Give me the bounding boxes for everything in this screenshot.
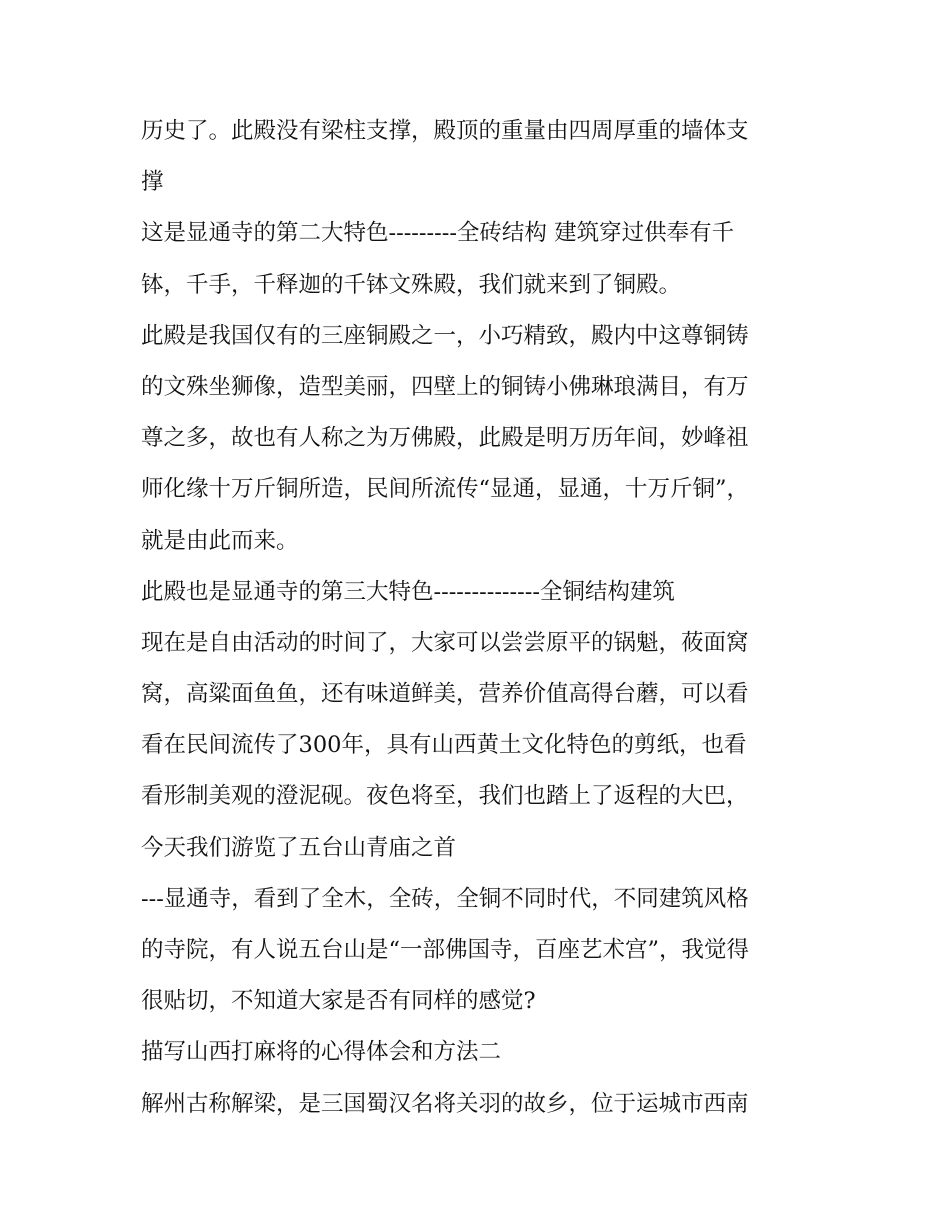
text-line: 师化缘十万斤铜所造，民间所流传“显通，显通，十万斤铜”， <box>141 476 750 503</box>
text-line: 看形制美观的澄泥砚。夜色将至，我们也踏上了返程的大巴， <box>141 783 749 810</box>
text-line: 历史了。此殿没有梁柱支撑，殿顶的重量由四周厚重的墙体支 <box>141 118 749 144</box>
text-line: 就是由此而来。 <box>141 527 299 554</box>
text-line: 窝，高粱面鱼鱼，还有味道鲜美，营养价值高得台蘑，可以看 <box>141 681 749 708</box>
text-line: 撑 <box>141 169 164 196</box>
text-line: 此殿也是显通寺的第三大特色--------------全铜结构建筑 <box>141 578 675 605</box>
text-line: 这是显通寺的第二大特色---------全砖结构 建筑穿过供奉有千 <box>141 220 735 247</box>
text-line: 的寺院，有人说五台山是“一部佛国寺，百座艺术宫”，我觉得 <box>141 937 750 963</box>
text-line: 描写山西打麻将的心得体会和方法二 <box>141 1039 502 1066</box>
text-line: 此殿是我国仅有的三座铜殿之一，小巧精致，殿内中这尊铜铸 <box>141 322 749 349</box>
text-line: 很贴切，不知道大家是否有同样的感觉? <box>141 988 536 1015</box>
text-line: 尊之多，故也有人称之为万佛殿，此殿是明万历年间，妙峰祖 <box>141 425 749 452</box>
text-line: 的文殊坐狮像，造型美丽，四壁上的铜铸小佛琳琅满目，有万 <box>141 373 749 400</box>
document-body <box>141 106 813 1130</box>
text-line: 解州古称解梁，是三国蜀汉名将关羽的故乡，位于运城市西南 <box>141 1090 749 1117</box>
text-line: 钵，千手，千释迦的千钵文殊殿，我们就来到了铜殿。 <box>141 271 682 298</box>
text-line: 看在民间流传了300年，具有山西黄土文化特色的剪纸，也看 <box>141 732 747 759</box>
text-line: 今天我们游览了五台山青庙之首 <box>141 834 457 861</box>
text-line: ---显通寺，看到了全木，全砖，全铜不同时代，不同建筑风格 <box>141 885 749 912</box>
text-line: 现在是自由活动的时间了，大家可以尝尝原平的锅魁，莜面窝 <box>141 629 749 656</box>
